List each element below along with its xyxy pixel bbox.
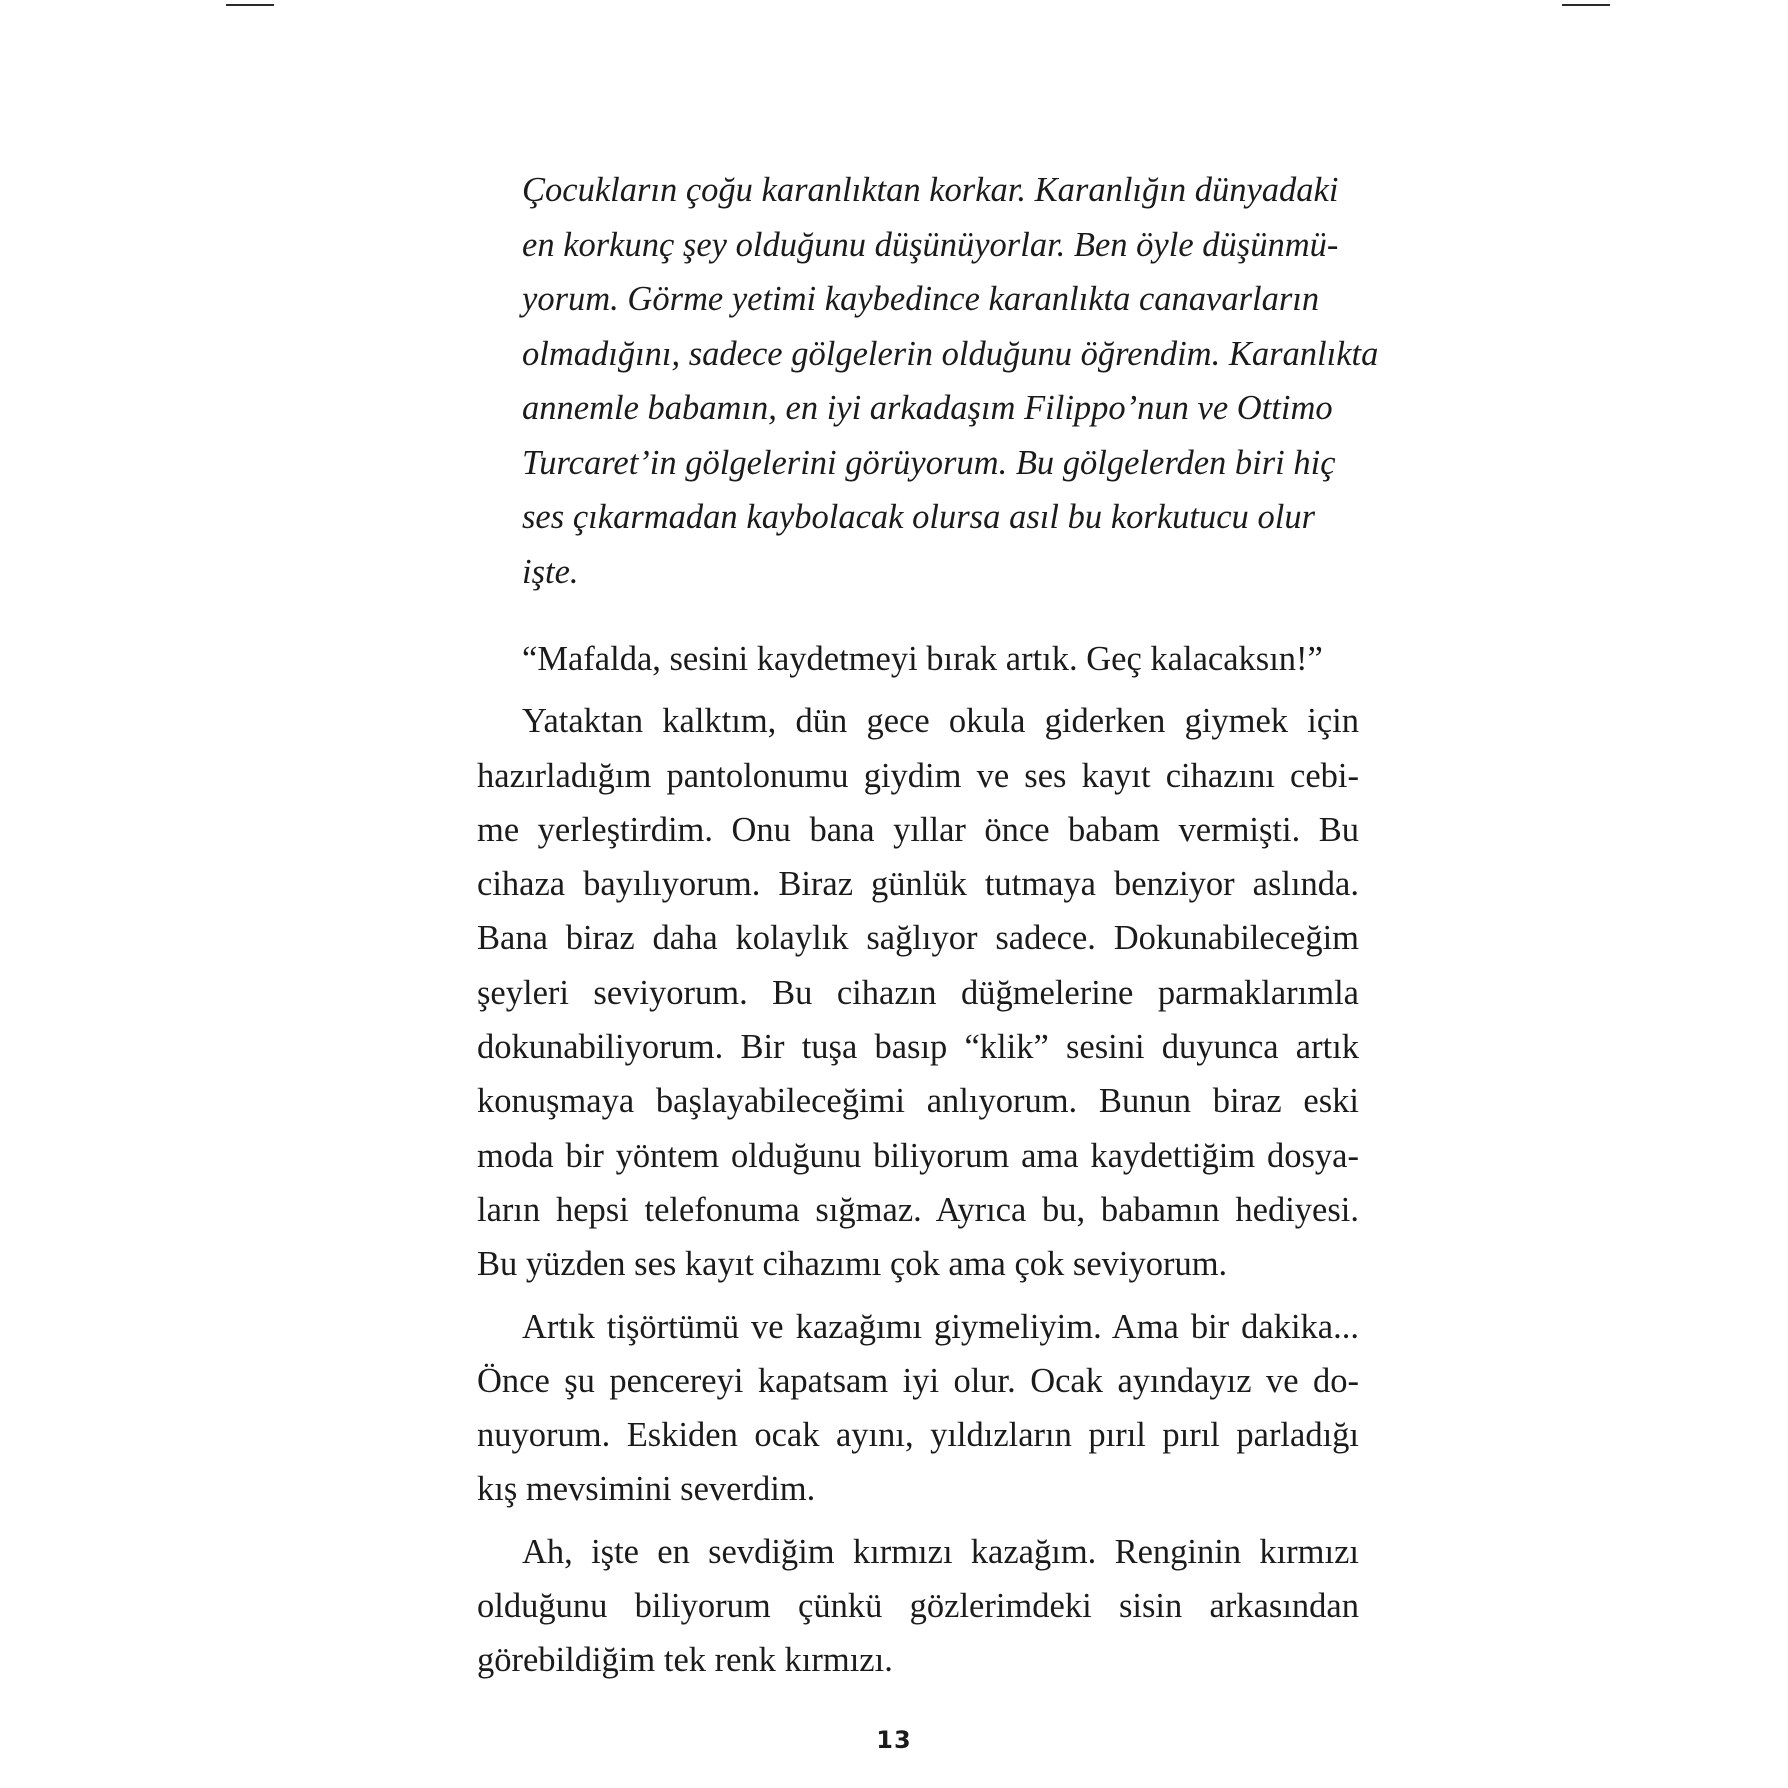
paragraph-dialogue (477, 632, 1359, 686)
italic-line: Çocukların çoğu karanlıktan korkar. Karanlığın dünyadaki (522, 171, 1339, 209)
text-line: Önce şu pencereyi kapatsam iyi olur. Ocak ayındayız ve do- (477, 1361, 1359, 1400)
italic-line: işte. (522, 552, 579, 591)
text-line: dokunabiliyorum. Bir tuşa basıp “klik” sesini duyunca artık (477, 1028, 1359, 1067)
paragraph-recorder (477, 694, 1359, 1291)
italic-line: annemle babamın, en iyi arkadaşım Filippo’nun ve Ottimo (522, 389, 1333, 427)
text-line: görebildiğim tek renk kırmızı. (477, 1641, 893, 1680)
text-line: Bana biraz daha kolaylık sağlıyor sadece. Dokunabileceğim (477, 919, 1359, 958)
italic-line: yorum. Görme yetimi kaybedince karanlıkta canavarların (522, 280, 1320, 318)
italic-line: en korkunç şey olduğunu düşünüyorlar. Ben öyle düşünmü- (522, 225, 1339, 264)
text-line: nuyorum. Eskiden ocak ayını, yıldızların pırıl pırıl parladığı (477, 1416, 1359, 1455)
text-line: Yataktan kalktım, dün gece okula giderken giymek için (522, 702, 1359, 741)
crop-mark-right (1562, 4, 1610, 6)
text-line: şeyleri seviyorum. Bu cihazın düğmelerine parmaklarımla (477, 973, 1359, 1012)
text-line: moda bir yöntem olduğunu biliyorum ama kaydettiğim dosya- (477, 1136, 1359, 1175)
italic-passage (522, 163, 1379, 599)
text-line: cihaza bayılıyorum. Biraz günlük tutmaya benziyor aslında. (477, 865, 1359, 904)
text-line: hazırladığım pantolonumu giydim ve ses kayıt cihazını cebi- (477, 756, 1359, 795)
text-line: olduğunu biliyorum çünkü gözlerimdeki sisin arkasından (477, 1587, 1359, 1626)
crop-mark-left (226, 4, 274, 6)
italic-line: Turcaret’in gölgelerini görüyorum. Bu gölgelerden biri hiç (522, 443, 1336, 482)
text-line: kış mevsimini severdim. (477, 1470, 816, 1509)
text-line: ların hepsi telefonuma sığmaz. Ayrıca bu, babamın hediyesi. (477, 1190, 1359, 1229)
body-text (477, 632, 1359, 1688)
page-number: 13 (876, 1726, 912, 1754)
text-line: Ah, işte en sevdiğim kırmızı kazağım. Renginin kırmızı (522, 1532, 1359, 1571)
italic-line: ses çıkarmadan kaybolacak olursa asıl bu korkutucu olur (522, 498, 1315, 536)
text-line: me yerleştirdim. Onu bana yıllar önce babam vermişti. Bu (477, 810, 1359, 849)
text-line: “Mafalda, sesini kaydetmeyi bırak artık. Geç kalacaksın!” (522, 640, 1323, 678)
book-page (477, 163, 1379, 1696)
paragraph-window (477, 1300, 1359, 1517)
text-line: konuşmaya başlayabileceğimi anlıyorum. Bunun biraz eski (477, 1082, 1359, 1121)
italic-line: olmadığını, sadece gölgelerin olduğunu öğrendim. Karanlıkta (522, 334, 1379, 373)
paragraph-sweater (477, 1525, 1359, 1688)
text-line: Bu yüzden ses kayıt cihazımı çok ama çok seviyorum. (477, 1245, 1228, 1284)
text-line: Artık tişörtümü ve kazağımı giymeliyim. Ama bir dakika... (522, 1307, 1359, 1346)
